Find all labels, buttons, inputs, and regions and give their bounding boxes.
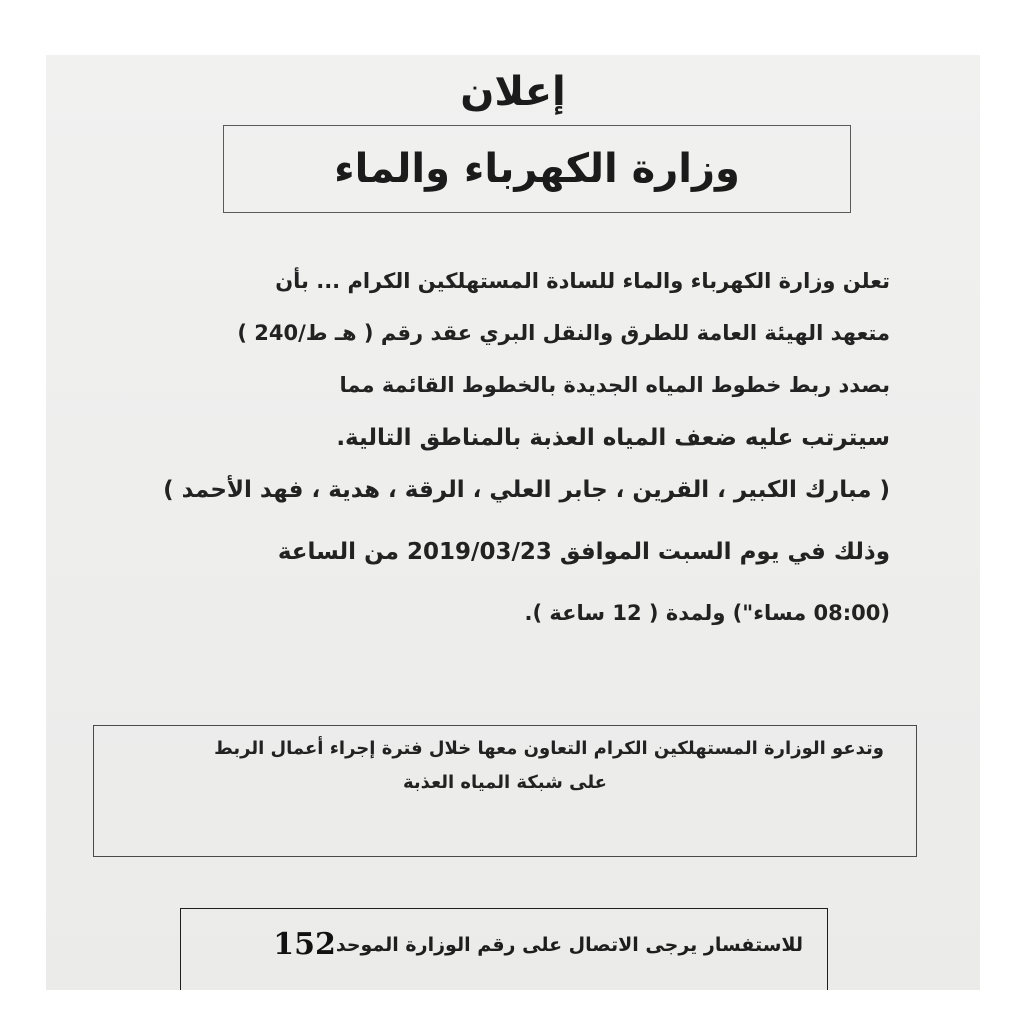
- body-line-3: بصدد ربط خطوط المياه الجديدة بالخطوط القائمة مما: [339, 373, 890, 397]
- cooperation-line-1: وتدعو الوزارة المستهلكين الكرام التعاون معها خلال فترة إجراء أعمال الربط: [214, 738, 884, 759]
- duration-line: (08:00 مساء") ولمدة ( 12 ساعة ).: [524, 601, 890, 625]
- hotline-number: 152: [273, 927, 336, 962]
- affected-areas-line: ( مبارك الكبير ، القرين ، جابر العلي ، الرقة ، هدية ، فهد الأحمد ): [163, 477, 890, 503]
- ministry-title-box: [223, 125, 851, 213]
- date-line: وذلك في يوم السبت الموافق 2019/03/23 من الساعة: [277, 539, 890, 565]
- announcement-heading: إعلان: [460, 69, 566, 115]
- ministry-name: وزارة الكهرباء والماء: [334, 146, 740, 192]
- announcement-paper: [46, 55, 980, 990]
- body-line-2: متعهد الهيئة العامة للطرق والنقل البري عقد رقم ( هـ ط/240 ): [237, 321, 890, 345]
- body-line-1: تعلن وزارة الكهرباء والماء للسادة المستهلكين الكرام ... بأن: [275, 269, 890, 293]
- inquiry-text: للاستفسار يرجى الاتصال على رقم الوزارة الموحد: [335, 934, 803, 956]
- inquiry-line: [273, 927, 803, 962]
- inquiry-box: [180, 908, 828, 990]
- body-line-4: سيترتب عليه ضعف المياه العذبة بالمناطق التالية.: [336, 425, 890, 451]
- cooperation-notice-box: [93, 725, 917, 857]
- cooperation-line-2: على شبكة المياه العذبة: [403, 772, 607, 793]
